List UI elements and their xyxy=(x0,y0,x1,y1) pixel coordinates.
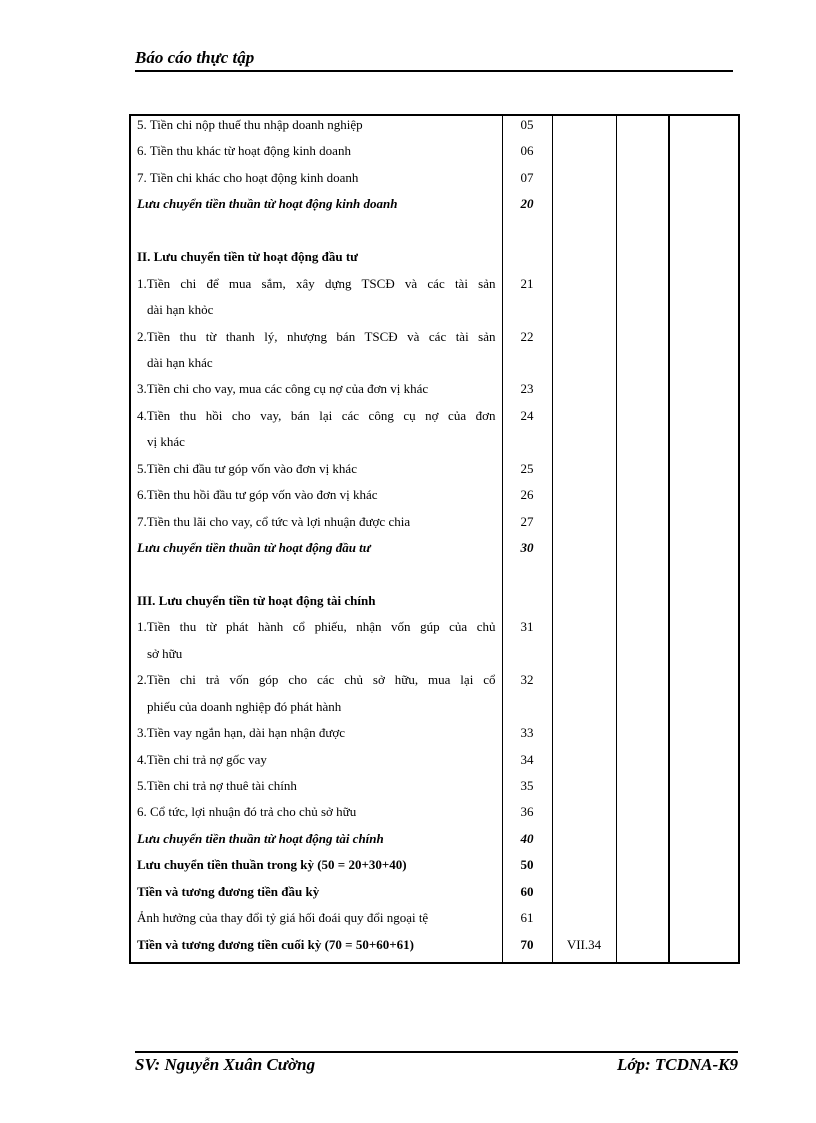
item-cell xyxy=(130,195,502,221)
amount-cell xyxy=(669,936,739,963)
item-line: dài hạn khỏc xyxy=(147,302,214,318)
code-cell xyxy=(502,883,552,909)
code-cell xyxy=(502,169,552,195)
note-value: VII.34 xyxy=(566,936,602,952)
code-cell xyxy=(502,751,552,777)
table-row xyxy=(130,222,739,248)
header-rule xyxy=(135,70,733,72)
item-line: 4.Tiền chi trả nợ gốc vay xyxy=(137,751,267,767)
item-cell xyxy=(130,407,502,460)
note-value xyxy=(553,883,616,909)
table-row xyxy=(130,618,739,671)
amount-cell xyxy=(669,777,739,803)
amount-cell xyxy=(669,592,739,618)
code-cell xyxy=(502,513,552,539)
code-value: 34 xyxy=(520,751,534,767)
code-cell xyxy=(502,328,552,381)
item-cell xyxy=(130,328,502,381)
item-cell xyxy=(130,380,502,406)
note-cell xyxy=(552,909,616,935)
table-row xyxy=(130,724,739,750)
code-value: 33 xyxy=(520,725,534,741)
note-cell xyxy=(552,565,616,591)
gap-cell xyxy=(616,856,669,882)
code-cell xyxy=(502,856,552,882)
page-header-title: Báo cáo thực tập xyxy=(135,48,255,67)
note-cell xyxy=(552,486,616,512)
item-line: 4.Tiền thu hồi cho vay, bán lại các công cụ nợ của đơn xyxy=(137,407,496,423)
table-row xyxy=(130,486,739,512)
note-cell xyxy=(552,275,616,328)
item-cell xyxy=(130,513,502,539)
table-row xyxy=(130,830,739,856)
item-line: 5.Tiền chi đầu tư góp vốn vào đơn vị khác xyxy=(137,460,357,476)
amount-cell xyxy=(669,830,739,856)
item-cell xyxy=(130,275,502,328)
item-line: Lưu chuyển tiền thuần trong kỳ (50 = 20+30+40) xyxy=(137,857,407,873)
table-row xyxy=(130,407,739,460)
table-row xyxy=(130,380,739,406)
gap-cell xyxy=(616,115,669,142)
code-cell xyxy=(502,618,552,671)
note-cell xyxy=(552,115,616,142)
code-cell xyxy=(502,803,552,829)
gap-cell xyxy=(616,618,669,671)
item-cell xyxy=(130,142,502,168)
gap-cell xyxy=(616,909,669,935)
code-value: 07 xyxy=(520,169,534,185)
amount-cell xyxy=(669,539,739,565)
amount-cell xyxy=(669,513,739,539)
note-value xyxy=(553,275,616,328)
note-cell xyxy=(552,777,616,803)
amount-cell xyxy=(669,328,739,381)
amount-cell xyxy=(669,195,739,221)
gap-cell xyxy=(616,724,669,750)
table-row xyxy=(130,883,739,909)
amount-cell xyxy=(669,407,739,460)
item-line: 1.Tiền thu từ phát hành cổ phiếu, nhận vốn gúp của chủ xyxy=(137,619,496,635)
item-line: 2.Tiền chi trả vốn góp cho các chủ sở hữu, mua lại cổ xyxy=(137,672,496,688)
code-value: 23 xyxy=(520,381,534,397)
table-row xyxy=(130,592,739,618)
code-value: 22 xyxy=(520,328,534,344)
code-value: 26 xyxy=(520,487,534,503)
note-value xyxy=(553,407,616,460)
amount-cell xyxy=(669,883,739,909)
code-value: 61 xyxy=(520,910,534,926)
code-value: 24 xyxy=(520,407,534,423)
note-value xyxy=(553,671,616,724)
note-cell xyxy=(552,936,616,963)
note-value xyxy=(553,169,616,195)
code-cell xyxy=(502,486,552,512)
note-value xyxy=(553,856,616,882)
code-cell xyxy=(502,592,552,618)
note-value xyxy=(553,909,616,935)
code-cell xyxy=(502,142,552,168)
item-cell xyxy=(130,618,502,671)
table-row xyxy=(130,751,739,777)
item-line: 5. Tiền chi nộp thuế thu nhập doanh nghiệp xyxy=(137,117,363,132)
code-cell xyxy=(502,671,552,724)
item-cell xyxy=(130,909,502,935)
item-line: 3.Tiền vay ngắn hạn, dài hạn nhận được xyxy=(137,725,346,741)
code-value: 32 xyxy=(520,672,534,688)
table-row xyxy=(130,275,739,328)
gap-cell xyxy=(616,142,669,168)
note-value xyxy=(553,751,616,777)
item-cell xyxy=(130,592,502,618)
code-cell xyxy=(502,195,552,221)
code-value: 60 xyxy=(520,883,534,899)
gap-cell xyxy=(616,671,669,724)
item-line: Lưu chuyển tiền thuần từ hoạt động tài chính xyxy=(137,830,384,846)
gap-cell xyxy=(616,883,669,909)
table-row xyxy=(130,328,739,381)
item-cell xyxy=(130,222,502,248)
note-cell xyxy=(552,142,616,168)
gap-cell xyxy=(616,407,669,460)
note-cell xyxy=(552,751,616,777)
note-value xyxy=(553,460,616,486)
code-cell xyxy=(502,936,552,963)
note-value xyxy=(553,513,616,539)
table-row xyxy=(130,142,739,168)
code-value: 05 xyxy=(520,117,534,132)
code-value: 70 xyxy=(520,936,534,952)
footer-class: Lớp: TCDNA-K9 xyxy=(616,1055,738,1074)
code-cell xyxy=(502,248,552,274)
gap-cell xyxy=(616,513,669,539)
table-row xyxy=(130,909,739,935)
gap-cell xyxy=(616,169,669,195)
note-value xyxy=(553,116,616,142)
note-cell xyxy=(552,195,616,221)
note-cell xyxy=(552,513,616,539)
item-line: Tiền và tương đương tiền đầu kỳ xyxy=(137,883,320,899)
item-cell xyxy=(130,115,502,142)
table-row xyxy=(130,513,739,539)
amount-cell xyxy=(669,671,739,724)
item-line xyxy=(137,222,496,248)
item-cell xyxy=(130,856,502,882)
note-cell xyxy=(552,222,616,248)
note-value xyxy=(553,380,616,406)
code-value: 25 xyxy=(520,460,534,476)
item-cell xyxy=(130,248,502,274)
item-line: II. Lưu chuyển tiền từ hoạt động đầu tư xyxy=(137,249,358,265)
note-cell xyxy=(552,803,616,829)
code-value xyxy=(503,565,552,591)
amount-cell xyxy=(669,275,739,328)
code-cell xyxy=(502,460,552,486)
table-row xyxy=(130,195,739,221)
note-value xyxy=(553,777,616,803)
item-line: phiếu của doanh nghiệp đó phát hành xyxy=(147,698,342,714)
item-line: Lưu chuyển tiền thuần từ hoạt động kinh doanh xyxy=(137,196,398,212)
item-line: sở hữu xyxy=(147,645,183,661)
note-cell xyxy=(552,407,616,460)
code-value: 35 xyxy=(520,778,534,794)
note-cell xyxy=(552,856,616,882)
table-row xyxy=(130,115,739,142)
item-line: 1.Tiền chi để mua sắm, xây dựng TSCĐ và các tài sản xyxy=(137,275,496,291)
item-cell xyxy=(130,486,502,512)
gap-cell xyxy=(616,328,669,381)
gap-cell xyxy=(616,248,669,274)
note-cell xyxy=(552,618,616,671)
footer-student-name: SV: Nguyễn Xuân Cường xyxy=(135,1055,316,1074)
gap-cell xyxy=(616,486,669,512)
note-cell xyxy=(552,328,616,381)
amount-cell xyxy=(669,803,739,829)
code-cell xyxy=(502,539,552,565)
table-row xyxy=(130,936,739,963)
item-cell xyxy=(130,883,502,909)
code-cell xyxy=(502,909,552,935)
code-cell xyxy=(502,407,552,460)
amount-cell xyxy=(669,618,739,671)
amount-cell xyxy=(669,909,739,935)
code-value xyxy=(503,248,552,274)
item-line: 3.Tiền chi cho vay, mua các công cụ nợ của đơn vị khác xyxy=(137,381,429,397)
amount-cell xyxy=(669,380,739,406)
item-cell xyxy=(130,724,502,750)
gap-cell xyxy=(616,936,669,963)
gap-cell xyxy=(616,830,669,856)
item-cell xyxy=(130,751,502,777)
table-row xyxy=(130,856,739,882)
item-cell xyxy=(130,539,502,565)
item-line: 2.Tiền thu từ thanh lý, nhượng bán TSCĐ và các tài sản xyxy=(137,328,496,344)
code-value: 36 xyxy=(520,804,534,820)
amount-cell xyxy=(669,115,739,142)
amount-cell xyxy=(669,486,739,512)
amount-cell xyxy=(669,751,739,777)
gap-cell xyxy=(616,751,669,777)
item-cell xyxy=(130,565,502,591)
table-row xyxy=(130,777,739,803)
note-value xyxy=(553,486,616,512)
code-cell xyxy=(502,275,552,328)
item-line: 6. Cổ tức, lợi nhuận đó trả cho chủ sở hữu xyxy=(137,804,357,820)
item-cell xyxy=(130,803,502,829)
note-value xyxy=(553,195,616,221)
note-value xyxy=(553,142,616,168)
gap-cell xyxy=(616,803,669,829)
note-value xyxy=(553,222,616,248)
code-cell xyxy=(502,115,552,142)
code-value: 20 xyxy=(520,196,534,212)
note-cell xyxy=(552,460,616,486)
note-value xyxy=(553,592,616,618)
table-row xyxy=(130,169,739,195)
note-cell xyxy=(552,724,616,750)
item-line: 7. Tiền chi khác cho hoạt động kinh doanh xyxy=(137,169,359,185)
amount-cell xyxy=(669,248,739,274)
amount-cell xyxy=(669,222,739,248)
note-value xyxy=(553,830,616,856)
item-line: Tiền và tương đương tiền cuối kỳ (70 = 50+60+61) xyxy=(137,936,414,952)
note-value xyxy=(553,724,616,750)
gap-cell xyxy=(616,592,669,618)
amount-cell xyxy=(669,856,739,882)
cash-flow-table-body xyxy=(130,115,739,963)
code-value: 40 xyxy=(520,830,534,846)
item-line: 6. Tiền thu khác từ hoạt động kinh doanh xyxy=(137,143,351,159)
amount-cell xyxy=(669,565,739,591)
note-value xyxy=(553,248,616,274)
note-cell xyxy=(552,169,616,195)
code-value xyxy=(503,222,552,248)
table-row xyxy=(130,671,739,724)
note-cell xyxy=(552,592,616,618)
item-line: Lưu chuyển tiền thuần từ hoạt động đầu tư xyxy=(137,540,371,556)
item-line: III. Lưu chuyển tiền từ hoạt động tài chính xyxy=(137,592,376,608)
note-value xyxy=(553,328,616,381)
code-cell xyxy=(502,724,552,750)
code-cell xyxy=(502,830,552,856)
item-line: Ảnh hưởng của thay đổi tỷ giá hối đoái quy đổi ngoại tệ xyxy=(137,910,429,926)
item-cell xyxy=(130,936,502,963)
gap-cell xyxy=(616,195,669,221)
item-line: 6.Tiền thu hồi đầu tư góp vốn vào đơn vị khác xyxy=(137,487,378,503)
footer-rule xyxy=(135,1051,738,1053)
note-cell xyxy=(552,380,616,406)
code-value: 30 xyxy=(520,540,534,556)
note-value xyxy=(553,803,616,829)
item-cell xyxy=(130,169,502,195)
table-row xyxy=(130,539,739,565)
note-cell xyxy=(552,830,616,856)
item-cell xyxy=(130,671,502,724)
code-cell xyxy=(502,380,552,406)
code-cell xyxy=(502,222,552,248)
note-value xyxy=(553,539,616,565)
item-line xyxy=(137,565,496,591)
gap-cell xyxy=(616,460,669,486)
item-line: 7.Tiền thu lãi cho vay, cổ tức và lợi nhuận được chia xyxy=(137,513,411,529)
code-cell xyxy=(502,565,552,591)
code-value: 31 xyxy=(520,619,534,635)
amount-cell xyxy=(669,724,739,750)
gap-cell xyxy=(616,565,669,591)
code-value xyxy=(503,592,552,618)
item-cell xyxy=(130,830,502,856)
cash-flow-table xyxy=(129,114,740,964)
gap-cell xyxy=(616,275,669,328)
item-cell xyxy=(130,777,502,803)
item-cell xyxy=(130,460,502,486)
item-line: vị khác xyxy=(147,434,185,450)
table-row xyxy=(130,460,739,486)
gap-cell xyxy=(616,222,669,248)
note-cell xyxy=(552,248,616,274)
gap-cell xyxy=(616,777,669,803)
code-value: 21 xyxy=(520,275,534,291)
table-row xyxy=(130,803,739,829)
code-value: 27 xyxy=(520,513,534,529)
item-line: dài hạn khác xyxy=(147,354,213,370)
note-value xyxy=(553,618,616,671)
note-cell xyxy=(552,539,616,565)
gap-cell xyxy=(616,380,669,406)
note-value xyxy=(553,565,616,591)
amount-cell xyxy=(669,142,739,168)
code-value: 06 xyxy=(520,143,534,159)
amount-cell xyxy=(669,460,739,486)
note-cell xyxy=(552,671,616,724)
note-cell xyxy=(552,883,616,909)
item-line: 5.Tiền chi trả nợ thuê tài chính xyxy=(137,778,297,794)
amount-cell xyxy=(669,169,739,195)
code-cell xyxy=(502,777,552,803)
table-row xyxy=(130,565,739,591)
gap-cell xyxy=(616,539,669,565)
table-row xyxy=(130,248,739,274)
code-value: 50 xyxy=(520,857,534,873)
